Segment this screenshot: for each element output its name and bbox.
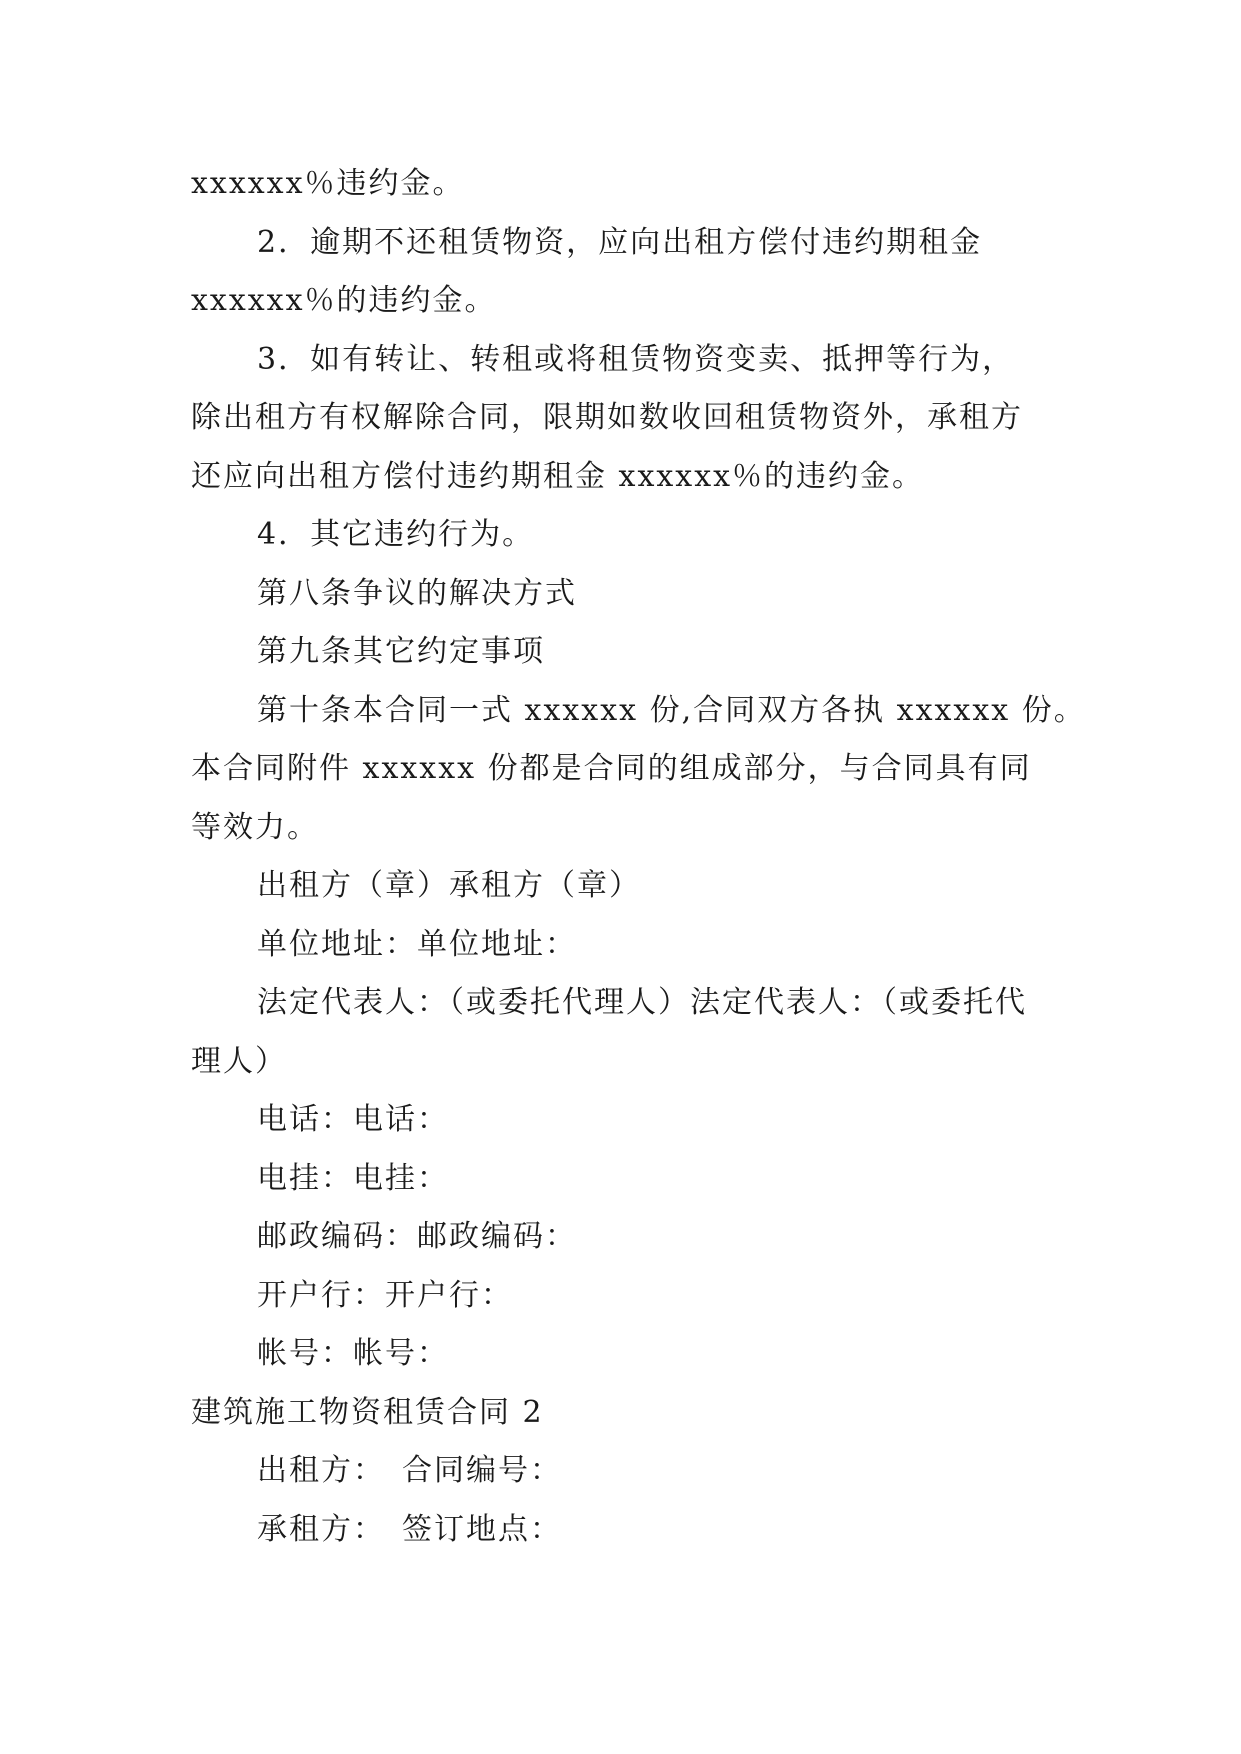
text-line: 等效力。 bbox=[191, 809, 319, 845]
form-field-line: 邮政编码：邮政编码： bbox=[257, 1219, 577, 1254]
document-title: 建筑施工物资租赁合同 2 bbox=[191, 1394, 544, 1430]
form-field-line: 单位地址：单位地址： bbox=[257, 926, 577, 962]
text-line: 第十条本合同一式 xxxxxx 份,合同双方各执 xxxxxx 份。 bbox=[257, 692, 1086, 728]
form-field-line: 开户行：开户行： bbox=[257, 1277, 513, 1313]
text-line: 2．逾期不还租赁物资，应向出租方偿付违约期租金 bbox=[257, 224, 983, 260]
text-line: 除出租方有权解除合同，限期如数收回租赁物资外，承租方 bbox=[191, 400, 1023, 435]
form-field-line: 电话：电话： bbox=[257, 1102, 449, 1137]
text-line: 本合同附件 xxxxxx 份都是合同的组成部分，与合同具有同 bbox=[191, 751, 1032, 786]
text-line: 3．如有转让、转租或将租赁物资变卖、抵押等行为， bbox=[257, 341, 1015, 377]
section-heading: 第八条争议的解决方式 bbox=[257, 575, 577, 611]
form-field-line: 出租方： 合同编号： bbox=[257, 1453, 562, 1488]
form-field-line: 电挂：电挂： bbox=[257, 1160, 449, 1196]
text-line: xxxxxx％的违约金。 bbox=[191, 283, 497, 318]
form-field-line: 理人） bbox=[191, 1043, 287, 1079]
form-field-line: 承租方： 签订地点： bbox=[257, 1511, 562, 1547]
form-field-line: 法定代表人：（或委托代理人）法定代表人：（或委托代 bbox=[257, 985, 1027, 1020]
text-line: xxxxxx％违约金。 bbox=[191, 166, 465, 201]
document-body bbox=[191, 155, 1086, 1559]
signature-line: 出租方（章）承租方（章） bbox=[257, 868, 641, 903]
section-heading: 第九条其它约定事项 bbox=[257, 634, 545, 669]
text-line: 4．其它违约行为。 bbox=[257, 517, 535, 552]
text-line: 还应向出租方偿付违约期租金 xxxxxx％的违约金。 bbox=[191, 458, 925, 494]
form-field-line: 帐号：帐号： bbox=[257, 1336, 449, 1371]
